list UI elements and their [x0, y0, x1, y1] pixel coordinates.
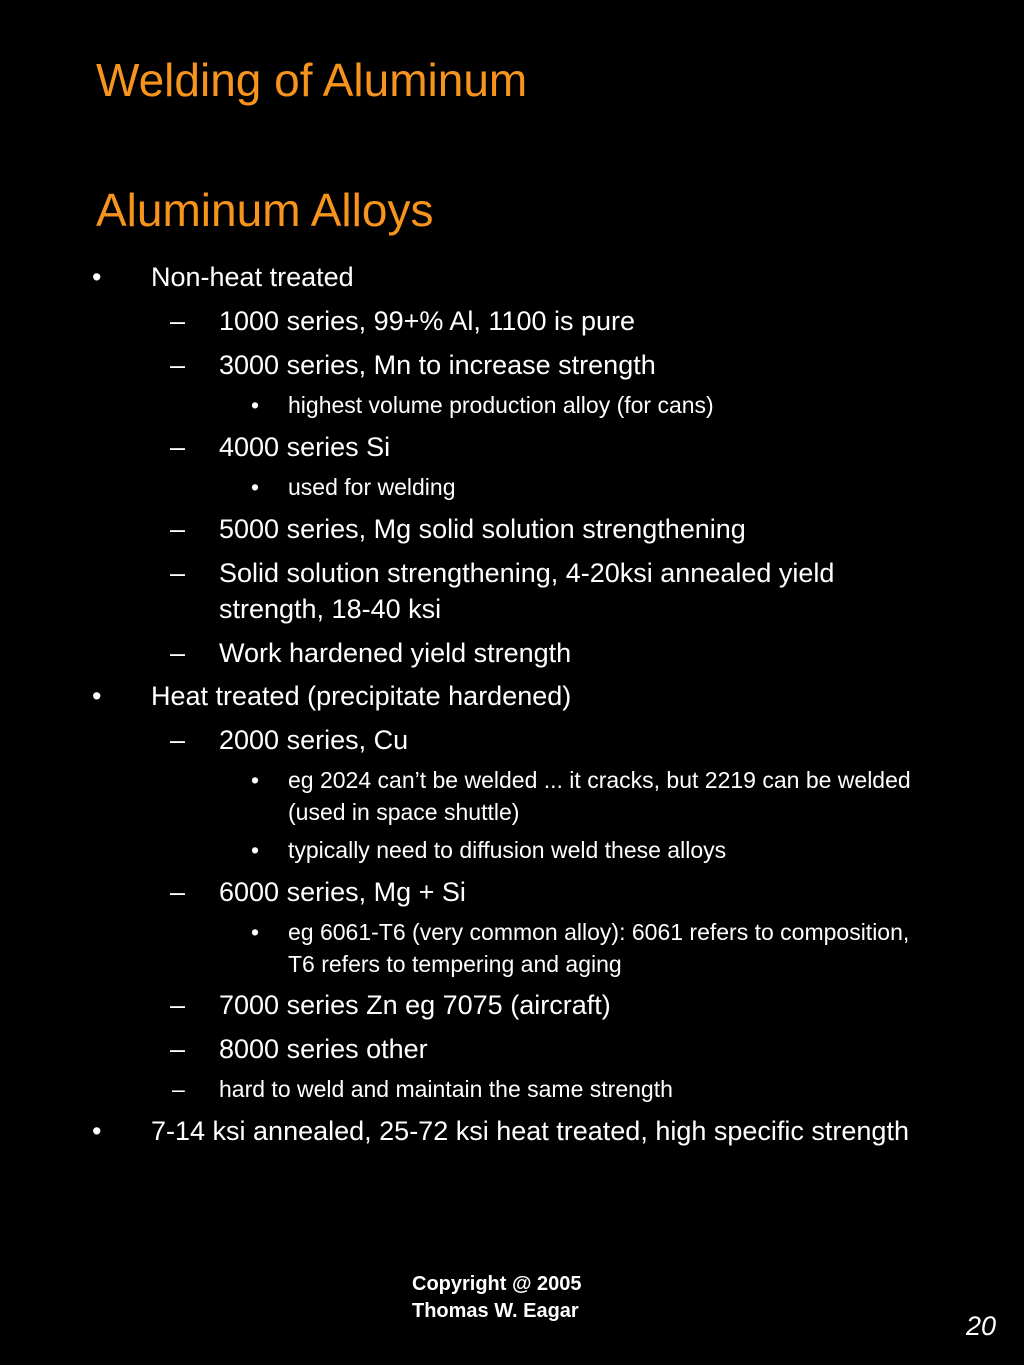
- bullet-marker: •: [251, 919, 260, 945]
- slide-subtitle: Aluminum Alloys: [96, 184, 434, 236]
- bullet-text: 7-14 ksi annealed, 25-72 ksi heat treated, high specific strength: [151, 1116, 909, 1146]
- detail-bullet-text: highest volume production alloy (for cans): [288, 392, 714, 418]
- dash-marker: –: [170, 638, 186, 668]
- sub-bullet-text: 8000 series other: [219, 1034, 428, 1064]
- dash-marker: –: [170, 725, 186, 755]
- dash-marker: –: [170, 990, 186, 1020]
- sub-bullet-text: strength, 18-40 ksi: [219, 594, 442, 624]
- dash-marker: –: [170, 350, 186, 380]
- bullet-marker: •: [251, 392, 260, 418]
- sub-bullet-text: Solid solution strengthening, 4-20ksi annealed yield: [219, 558, 835, 588]
- sub-bullet-text: 7000 series Zn eg 7075 (aircraft): [219, 990, 611, 1020]
- detail-bullet-text: used for welding: [288, 474, 456, 500]
- sub-bullet-text: 3000 series, Mn to increase strength: [219, 350, 656, 380]
- bullet-text: Heat treated (precipitate hardened): [151, 681, 572, 711]
- sub-bullet-text: 6000 series, Mg + Si: [219, 877, 466, 907]
- detail-bullet-text: T6 refers to tempering and aging: [288, 951, 622, 977]
- page-number: 20: [966, 1311, 997, 1341]
- dash-marker: –: [170, 514, 186, 544]
- detail-bullet-text: eg 6061-T6 (very common alloy): 6061 refers to composition,: [288, 919, 910, 945]
- bullet-marker: •: [92, 681, 102, 711]
- bullet-marker: •: [251, 837, 260, 863]
- dash-marker: –: [170, 877, 186, 907]
- dash-marker: –: [172, 1076, 185, 1102]
- sub-bullet-text: Work hardened yield strength: [219, 638, 572, 668]
- bullet-marker: •: [92, 262, 102, 292]
- dash-marker: –: [170, 432, 186, 462]
- sub-bullet-text: 5000 series, Mg solid solution strengthening: [219, 514, 746, 544]
- sub-bullet-text: 1000 series, 99+% Al, 1100 is pure: [219, 306, 636, 336]
- slide-title: Welding of Aluminum: [96, 54, 528, 106]
- detail-bullet-text: typically need to diffusion weld these alloys: [288, 837, 727, 863]
- dash-marker: –: [170, 558, 186, 588]
- copyright-line: Copyright @ 2005: [412, 1273, 582, 1295]
- detail-bullet-text: eg 2024 can’t be welded ... it cracks, but 2219 can be welded: [288, 767, 911, 793]
- sub-bullet-text: 4000 series Si: [219, 432, 391, 462]
- detail-bullet-text: (used in space shuttle): [288, 799, 520, 825]
- bullet-marker: •: [92, 1116, 102, 1146]
- bullet-text: Non-heat treated: [151, 262, 354, 292]
- author-line: Thomas W. Eagar: [412, 1300, 579, 1322]
- copyright-notice: [412, 1271, 582, 1325]
- bullet-marker: •: [251, 767, 260, 793]
- sub-bullet-text: 2000 series, Cu: [219, 725, 409, 755]
- sub-bullet-text: hard to weld and maintain the same strength: [219, 1076, 673, 1102]
- dash-marker: –: [170, 306, 186, 336]
- dash-marker: –: [170, 1034, 186, 1064]
- bullet-marker: •: [251, 474, 260, 500]
